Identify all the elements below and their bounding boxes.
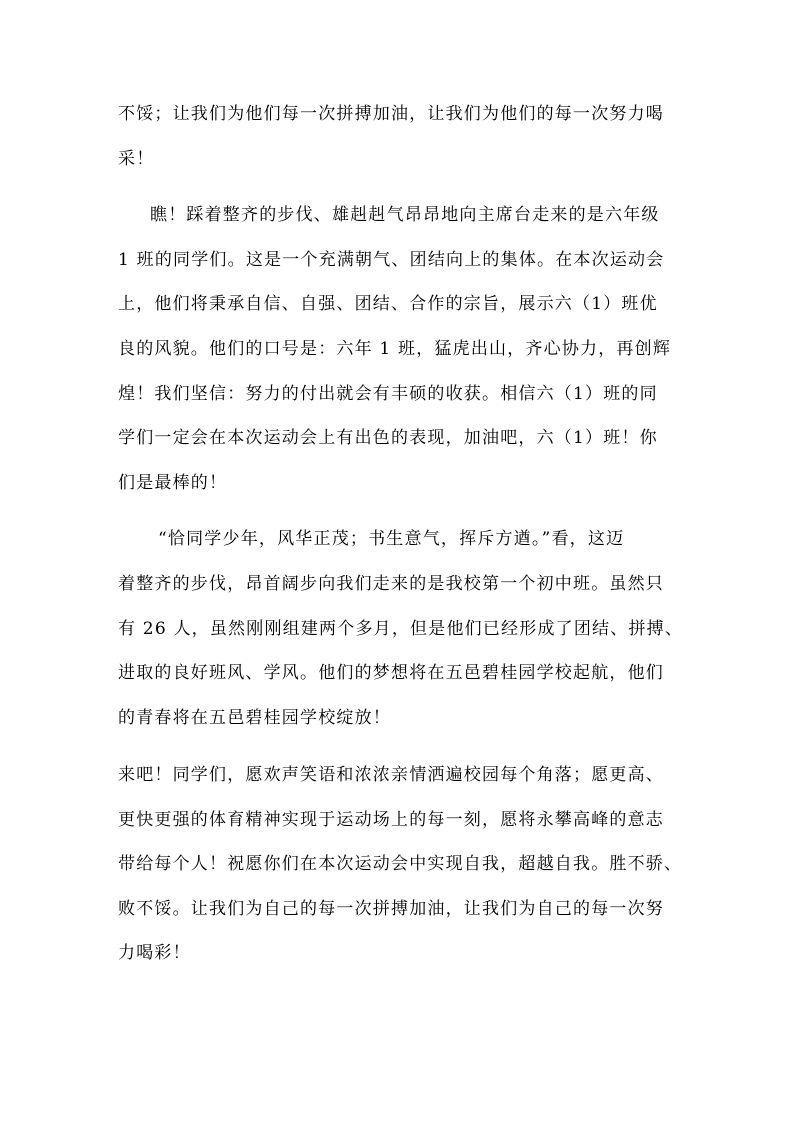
paragraph-3-line-4: 进取的良好班风、学风。他们的梦想将在五邑碧桂园学校起航，他们 — [118, 663, 664, 683]
paragraph-4-line-5: 力喝彩！ — [118, 943, 191, 963]
paragraph-2-line-7: 们是最棒的！ — [118, 473, 228, 493]
paragraph-3-line-1: “恰同学少年，风华正茂；书生意气，挥斥方遒。”看，这迈 — [158, 529, 625, 549]
paragraph-4-line-4: 败不馁。让我们为自己的每一次拼搏加油，让我们为自己的每一次努 — [118, 899, 664, 919]
paragraph-2-line-3: 上，他们将秉承自信、自强、团结、合作的宗旨，展示六（1）班优 — [118, 294, 658, 314]
paragraph-3-line-5: 的青春将在五邑碧桂园学校绽放！ — [118, 708, 391, 728]
paragraph-3-line-3: 有 26 人，虽然刚刚组建两个多月，但是他们已经形成了团结、拼搏、 — [118, 619, 684, 639]
paragraph-1-line-2: 采！ — [118, 149, 155, 169]
paragraph-2-line-4: 良的风貌。他们的口号是：六年 1 班，猛虎出山，齐心协力，再创辉 — [118, 339, 672, 359]
paragraph-4-line-1: 来吧！同学们，愿欢声笑语和浓浓亲情洒遍校园每个角落；愿更高、 — [118, 765, 664, 785]
paragraph-2-line-1: 瞧！踩着整齐的步伐、雄赳赳气昂昂地向主席台走来的是六年级 — [150, 205, 660, 225]
paragraph-4-line-3: 带给每个人！祝愿你们在本次运动会中实现自我，超越自我。胜不骄、 — [118, 854, 683, 874]
paragraph-3-line-2: 着整齐的步伐，昂首阔步向我们走来的是我校第一个初中班。虽然只 — [118, 574, 664, 594]
paragraph-2-line-2: 1 班的同学们。这是一个充满朝气、团结向上的集体。在本次运动会 — [118, 250, 665, 270]
paragraph-1-line-1: 不馁；让我们为他们每一次拼搏加油，让我们为他们的每一次努力喝 — [118, 104, 664, 124]
paragraph-4-line-2: 更快更强的体育精神实现于运动场上的每一刻，愿将永攀高峰的意志 — [118, 810, 664, 830]
paragraph-2-line-6: 学们一定会在本次运动会上有出色的表现，加油吧，六（1）班！你 — [118, 428, 658, 448]
paragraph-2-line-5: 煌！我们坚信：努力的付出就会有丰硕的收获。相信六（1）班的同 — [118, 384, 658, 404]
